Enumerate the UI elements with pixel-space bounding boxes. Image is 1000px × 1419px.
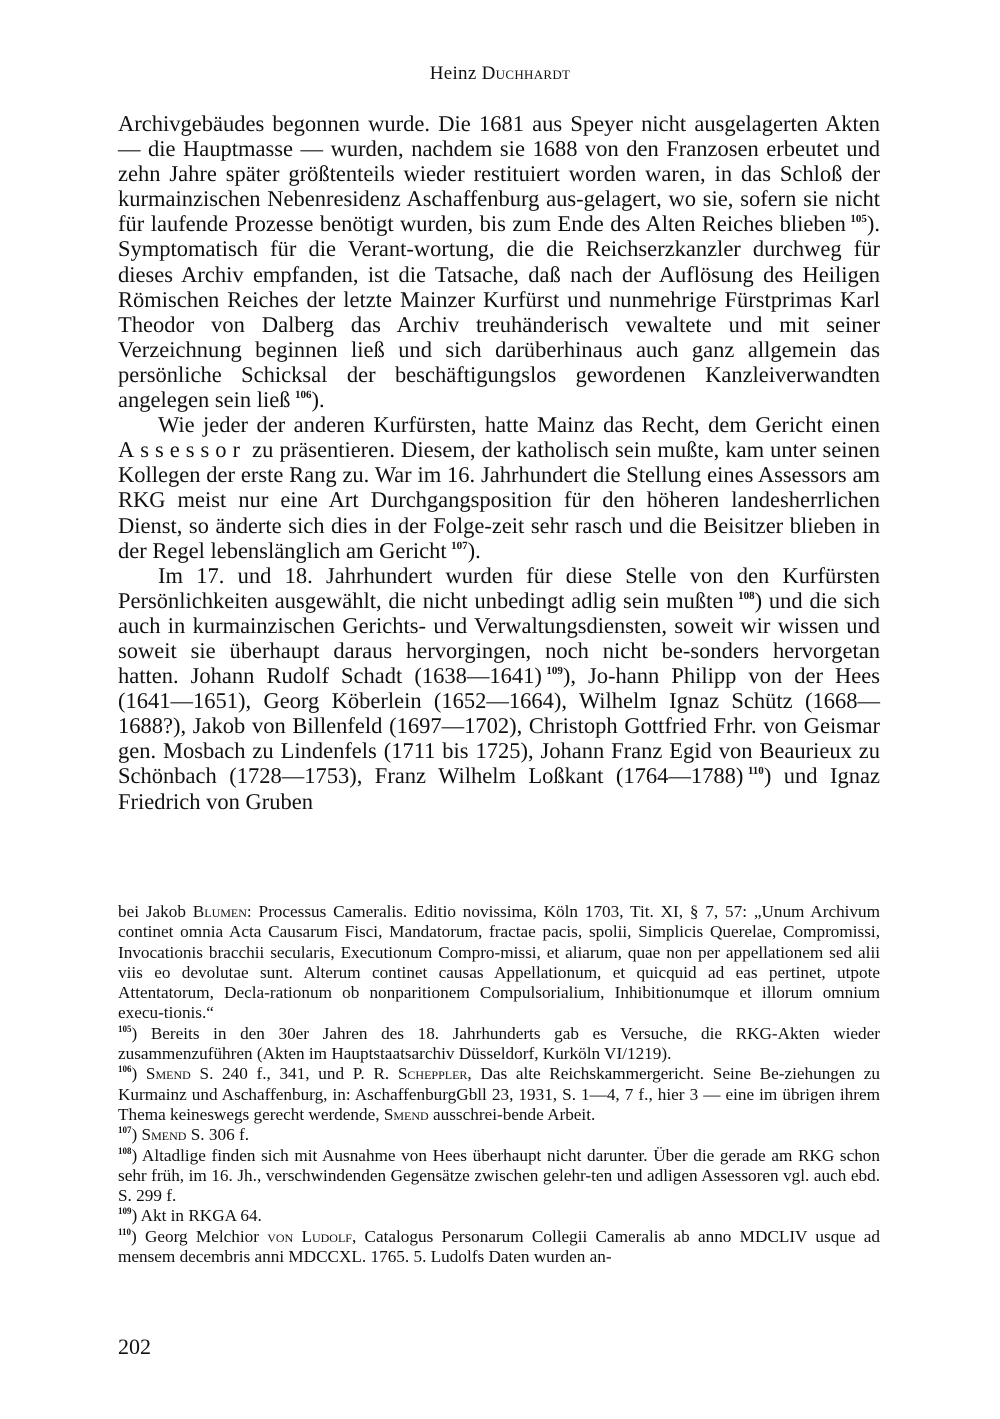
- footnote-text: ): [131, 1125, 138, 1145]
- footnote-number: 108: [118, 1145, 132, 1156]
- footnote-109: [118, 1206, 880, 1226]
- footnote-105: [118, 1024, 880, 1065]
- paragraph-text: ) und Ignaz Friedrich von Gruben: [118, 763, 880, 814]
- paragraph-text: Im 17. und 18. Jahrhundert wurden für diese Stelle von den Kurfürsten Persönlichkeiten ausgewählt, die nicht unbedingt adlig sein mußten: [118, 562, 880, 613]
- main-text: [118, 111, 880, 814]
- footnote-ref-109: 109: [546, 665, 563, 678]
- paragraph-text: zu präsentieren. Diesem, der katholisch sein mußte, kam unter seinen Kollegen der erste Rang zu. War im 16. Jahrhundert die Stellung eines Assessors am RKG meist nur eine Art Durchgangsposition für den höheren landesherrlichen Dienst, so änderte sich dies in der Folge-zeit sehr rasch und die Beisitzer blieben in der Regel lebenslänglich am Gericht: [118, 437, 880, 563]
- footnote-text: , Catalogus Personarum Collegii Cameralis ab anno MDCLIV usque ad mensem decembris anni MDCCXL. 1765. 5. Ludolfs Daten wurden an-: [118, 1226, 881, 1267]
- paragraph-text: Archivgebäudes begonnen wurde. Die 1681 aus Speyer nicht ausgelagerten Akten — die Hauptmasse — wurden, nachdem sie 1688 von den Franzosen erbeutet und zehn Jahre später größtenteils wieder restituiert worden waren, in das Schloß der kurmainzischen Nebenresidenz Aschaffenburg aus-gelagert, wo sie, sofern sie nicht für laufende Prozesse benötigt wurden, bis zum Ende des Alten Reiches blieben: [118, 111, 880, 237]
- footnotes: [118, 902, 880, 1267]
- footnote-number: 106: [118, 1064, 132, 1075]
- cited-author: von Ludolf: [267, 1226, 352, 1246]
- footnote-107: [118, 1125, 880, 1145]
- cited-author: Scheppler: [397, 1064, 468, 1084]
- footnote-ref-106: 106: [294, 389, 312, 402]
- page-number: 202: [118, 1334, 151, 1359]
- footnote-text: : Processus Cameralis. Editio novissima, Köln 1703, Tit. XI, § 7, 57: „Unum Archivum continet omnia Acta Causarum Fisci, Mandatorum, fractae pacis, spolii, Simplicis Querelae, Compromissi, Invocationis bracchii secularis, Executionum Compro-missi, et aliarum, quae non per appellationem sed alii viis eo devolutae sunt. Alterum continet causas Appellationum, et quicquid ad eas pertinet, utpote Attentatorum, Decla-rationum ob nonparitionem Compulsorialium, Inhibitionumque et illorum omnium execu-tionis.“: [118, 902, 880, 1023]
- author-surname: Duchhardt: [481, 63, 571, 84]
- footnote-number: 109: [118, 1206, 132, 1217]
- footnote-number: 107: [118, 1125, 132, 1136]
- paragraph-text: ).: [311, 387, 325, 413]
- footnote-text: ): [131, 1064, 138, 1084]
- footnote-ref-110: 110: [747, 765, 764, 778]
- paragraph-text: ) und die sich auch in kurmainzischen Gerichts- und Verwaltungsdiensten, soweit wir wissen und soweit sie überhaupt daraus hervorgingen, noch nicht be-sonders hervorgetan hatten. Johann Rudolf Schadt (1638—1641): [118, 587, 880, 689]
- footnote-text: S. 240 f., 341, und P. R.: [199, 1064, 390, 1084]
- footnote-ref-107: 107: [451, 539, 468, 552]
- footnote-text: ) Bereits in den 30er Jahren des 18. Jahrhunderts gab es Versuche, die RKG-Akten wieder zusammenzuführen (Akten im Hauptstaatsarchiv Düsseldorf, Kurköln VI/1219).: [118, 1023, 880, 1064]
- footnote-108: [118, 1146, 880, 1207]
- footnote-text: , Das alte Reichskammergericht. Seine Be-ziehungen zu Kurmainz und Aschaffenburg, in: AschaffenburgGbll 23, 1931, S. 1—4, 7 f., hier 3 — eine im übrigen ihrem Thema keineswegs gerecht werdende,: [118, 1064, 881, 1124]
- footnote-number: 105: [118, 1023, 132, 1034]
- paragraph-1: [118, 111, 880, 412]
- footnote-text: ausschrei-bende Arbeit.: [433, 1104, 596, 1124]
- footnote-110: [118, 1227, 880, 1268]
- footnote-text: S. 306 f.: [190, 1125, 249, 1145]
- footnote-text: bei Jakob: [118, 902, 186, 921]
- footnote-ref-108: 108: [738, 589, 755, 602]
- cited-author: Smend: [141, 1125, 187, 1145]
- footnote-continuation: [118, 902, 880, 1024]
- cited-author: Blumen: [192, 902, 247, 921]
- cited-author: Smend: [145, 1064, 191, 1084]
- paragraph-text: Wie jeder der anderen Kurfürsten, hatte Mainz das Recht, dem Gericht einen: [158, 412, 880, 438]
- footnote-text: ) Georg Melchior: [131, 1226, 259, 1246]
- footnote-106: [118, 1064, 880, 1125]
- running-head: [0, 63, 1000, 85]
- footnote-text: ) Altadlige finden sich mit Ausnahme von Hees überhaupt nicht darunter. Über die gerade am RKG schon sehr früh, im 16. Jh., verschwindenden Gegensätze zwischen gelehr-ten und adligen Assessoren vgl. auch ebd. S. 299 f.: [118, 1145, 880, 1206]
- paragraph-text: ), Jo-hann Philipp von der Hees (1641—1651), Georg Köberlein (1652—1664), Wilhelm Ignaz Schütz (1668—1688?), Jakob von Billenfeld (1697—1702), Christoph Gottfried Frhr. von Geismar gen. Mosbach zu Lindenfels (1711 bis 1725), Johann Franz Egid von Beaurieux zu Schönbach (1728—1753), Franz Wilhelm Loßkant (1764—1788): [118, 663, 880, 789]
- paragraph-text: ).: [467, 537, 481, 563]
- footnote-ref-105: 105: [850, 213, 867, 226]
- paragraph-3: [118, 563, 880, 814]
- footnote-text: ) Akt in RKGA 64.: [131, 1206, 262, 1226]
- paragraph-text: ). Symptomatisch für die Verant-wortung, die die Reichserzkanzler durchweg für dieses Archiv empfanden, ist die Tatsache, daß nach der Auflösung des Heiligen Römischen Reiches der letzte Mainzer Kurfürst und nunmehrige Fürstprimas Karl Theodor von Dalberg das Archiv treuhänderisch vewaltete und mit seiner Verzeichnung beginnen ließ und sich darüberhinaus auch ganz allgemein das persönliche Schicksal der beschäftigungslos gewordenen Kanzleiverwandten angelegen sein ließ: [118, 211, 880, 413]
- footnote-number: 110: [118, 1226, 132, 1237]
- author-first-name: Heinz: [429, 63, 477, 84]
- paragraph-2: [118, 412, 880, 563]
- cited-author: Smend: [383, 1104, 429, 1124]
- spaced-emphasis: Assessor: [118, 437, 247, 463]
